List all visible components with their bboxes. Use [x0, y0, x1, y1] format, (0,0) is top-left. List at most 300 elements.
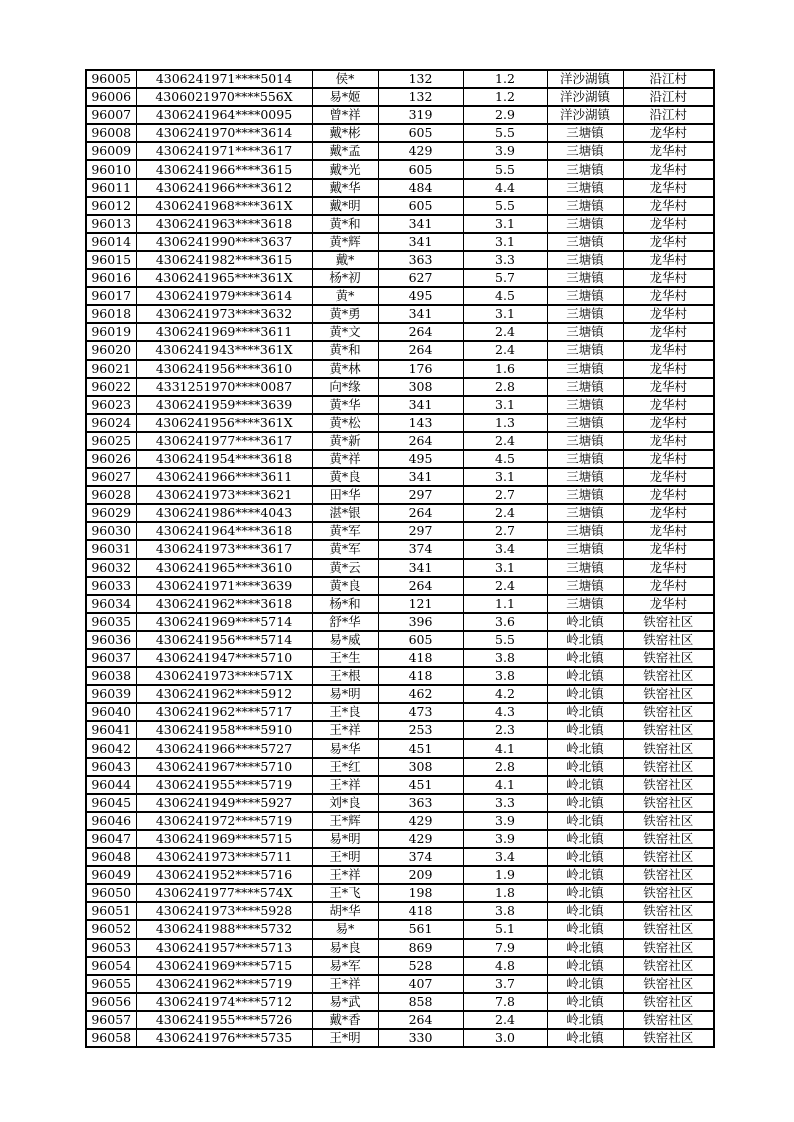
- cell-percent: 3.7: [463, 975, 547, 993]
- cell-village: 龙华村: [623, 160, 714, 178]
- cell-town: 三塘镇: [547, 522, 623, 540]
- cell-amount: 418: [378, 649, 463, 667]
- cell-amount: 462: [378, 685, 463, 703]
- cell-town: 三塘镇: [547, 233, 623, 251]
- cell-percent: 3.1: [463, 233, 547, 251]
- table-row: [86, 106, 714, 124]
- cell-name: 王*根: [312, 667, 378, 685]
- cell-town: 三塘镇: [547, 450, 623, 468]
- cell-serial-number: 96018: [86, 305, 136, 323]
- cell-amount: 264: [378, 323, 463, 341]
- table-row: [86, 341, 714, 359]
- table-row: [86, 848, 714, 866]
- cell-percent: 3.9: [463, 830, 547, 848]
- cell-id-number: 4306241958****5910: [136, 721, 312, 739]
- cell-village: 龙华村: [623, 233, 714, 251]
- cell-id-number: 4306241988****5732: [136, 920, 312, 938]
- cell-village: 沿江村: [623, 70, 714, 88]
- cell-village: 龙华村: [623, 559, 714, 577]
- cell-id-number: 4306241962****5717: [136, 703, 312, 721]
- cell-serial-number: 96032: [86, 559, 136, 577]
- cell-amount: 121: [378, 595, 463, 613]
- cell-name: 向*缘: [312, 378, 378, 396]
- cell-percent: 2.4: [463, 341, 547, 359]
- cell-percent: 3.8: [463, 649, 547, 667]
- table-row: [86, 1029, 714, 1047]
- cell-amount: 341: [378, 215, 463, 233]
- table-row: [86, 179, 714, 197]
- cell-serial-number: 96012: [86, 197, 136, 215]
- cell-amount: 429: [378, 830, 463, 848]
- cell-village: 铁窑社区: [623, 957, 714, 975]
- cell-town: 岭北镇: [547, 957, 623, 975]
- cell-name: 黄*良: [312, 577, 378, 595]
- cell-village: 龙华村: [623, 142, 714, 160]
- cell-amount: 308: [378, 758, 463, 776]
- cell-id-number: 4306241990****3637: [136, 233, 312, 251]
- cell-amount: 495: [378, 287, 463, 305]
- cell-serial-number: 96046: [86, 812, 136, 830]
- cell-amount: 341: [378, 559, 463, 577]
- cell-percent: 1.2: [463, 70, 547, 88]
- cell-percent: 2.8: [463, 378, 547, 396]
- cell-amount: 605: [378, 160, 463, 178]
- cell-village: 龙华村: [623, 595, 714, 613]
- cell-serial-number: 96038: [86, 667, 136, 685]
- cell-town: 三塘镇: [547, 142, 623, 160]
- cell-id-number: 4306241977****574X: [136, 884, 312, 902]
- cell-amount: 132: [378, 88, 463, 106]
- cell-town: 岭北镇: [547, 649, 623, 667]
- cell-percent: 5.5: [463, 631, 547, 649]
- cell-serial-number: 96033: [86, 577, 136, 595]
- cell-town: 洋沙湖镇: [547, 106, 623, 124]
- table-row: [86, 269, 714, 287]
- cell-id-number: 4306241969****5715: [136, 830, 312, 848]
- cell-town: 岭北镇: [547, 1011, 623, 1029]
- cell-id-number: 4306241957****5713: [136, 939, 312, 957]
- cell-id-number: 4306241973****5711: [136, 848, 312, 866]
- cell-serial-number: 96024: [86, 414, 136, 432]
- cell-name: 易*军: [312, 957, 378, 975]
- table-row: [86, 993, 714, 1011]
- cell-village: 铁窑社区: [623, 794, 714, 812]
- cell-id-number: 4306241986****4043: [136, 504, 312, 522]
- cell-serial-number: 96045: [86, 794, 136, 812]
- cell-percent: 1.1: [463, 595, 547, 613]
- cell-name: 王*良: [312, 703, 378, 721]
- cell-village: 铁窑社区: [623, 1011, 714, 1029]
- cell-percent: 3.9: [463, 142, 547, 160]
- table-row: [86, 142, 714, 160]
- cell-town: 岭北镇: [547, 830, 623, 848]
- cell-amount: 297: [378, 522, 463, 540]
- cell-village: 铁窑社区: [623, 884, 714, 902]
- cell-village: 铁窑社区: [623, 631, 714, 649]
- cell-town: 岭北镇: [547, 902, 623, 920]
- cell-serial-number: 96058: [86, 1029, 136, 1047]
- cell-village: 龙华村: [623, 124, 714, 142]
- table-row: [86, 360, 714, 378]
- cell-percent: 5.5: [463, 160, 547, 178]
- cell-name: 王*祥: [312, 866, 378, 884]
- cell-serial-number: 96048: [86, 848, 136, 866]
- cell-percent: 5.7: [463, 269, 547, 287]
- cell-id-number: 4306241969****3611: [136, 323, 312, 341]
- table-row: [86, 866, 714, 884]
- cell-town: 三塘镇: [547, 486, 623, 504]
- cell-serial-number: 96055: [86, 975, 136, 993]
- cell-amount: 473: [378, 703, 463, 721]
- cell-percent: 3.3: [463, 251, 547, 269]
- cell-village: 龙华村: [623, 396, 714, 414]
- cell-id-number: 4306241976****5735: [136, 1029, 312, 1047]
- cell-id-number: 4306241973****3617: [136, 540, 312, 558]
- table-row: [86, 414, 714, 432]
- cell-id-number: 4306241966****5727: [136, 739, 312, 757]
- cell-id-number: 4306241979****3614: [136, 287, 312, 305]
- table-row: [86, 305, 714, 323]
- cell-serial-number: 96016: [86, 269, 136, 287]
- cell-serial-number: 96050: [86, 884, 136, 902]
- cell-village: 铁窑社区: [623, 848, 714, 866]
- table-row: [86, 160, 714, 178]
- cell-name: 黄*文: [312, 323, 378, 341]
- table-row: [86, 830, 714, 848]
- cell-percent: 2.7: [463, 522, 547, 540]
- cell-village: 龙华村: [623, 360, 714, 378]
- cell-id-number: 4306241954****3618: [136, 450, 312, 468]
- table-row: [86, 522, 714, 540]
- cell-serial-number: 96035: [86, 613, 136, 631]
- cell-town: 岭北镇: [547, 631, 623, 649]
- cell-name: 黄*祥: [312, 450, 378, 468]
- cell-percent: 2.4: [463, 323, 547, 341]
- cell-name: 舒*华: [312, 613, 378, 631]
- cell-id-number: 4306241964****3618: [136, 522, 312, 540]
- cell-town: 岭北镇: [547, 920, 623, 938]
- cell-serial-number: 96057: [86, 1011, 136, 1029]
- cell-amount: 374: [378, 540, 463, 558]
- cell-amount: 374: [378, 848, 463, 866]
- cell-percent: 4.3: [463, 703, 547, 721]
- cell-id-number: 4306241967****5710: [136, 758, 312, 776]
- cell-id-number: 4306241956****361X: [136, 414, 312, 432]
- cell-percent: 2.4: [463, 1011, 547, 1029]
- cell-serial-number: 96011: [86, 179, 136, 197]
- cell-id-number: 4306241970****3614: [136, 124, 312, 142]
- table-row: [86, 486, 714, 504]
- cell-village: 铁窑社区: [623, 649, 714, 667]
- cell-serial-number: 96044: [86, 776, 136, 794]
- records-table-body: [86, 70, 714, 1047]
- table-row: [86, 577, 714, 595]
- cell-percent: 3.1: [463, 559, 547, 577]
- cell-town: 三塘镇: [547, 396, 623, 414]
- cell-name: 黄*和: [312, 341, 378, 359]
- cell-village: 铁窑社区: [623, 758, 714, 776]
- cell-name: 黄*良: [312, 468, 378, 486]
- cell-id-number: 4306241973****3632: [136, 305, 312, 323]
- cell-amount: 605: [378, 124, 463, 142]
- cell-id-number: 4306241959****3639: [136, 396, 312, 414]
- cell-town: 三塘镇: [547, 559, 623, 577]
- cell-town: 三塘镇: [547, 251, 623, 269]
- cell-village: 龙华村: [623, 197, 714, 215]
- table-row: [86, 251, 714, 269]
- cell-percent: 5.1: [463, 920, 547, 938]
- cell-percent: 4.1: [463, 739, 547, 757]
- records-table: [85, 69, 715, 1048]
- cell-village: 铁窑社区: [623, 993, 714, 1011]
- cell-town: 三塘镇: [547, 595, 623, 613]
- cell-amount: 528: [378, 957, 463, 975]
- cell-id-number: 4306241955****5726: [136, 1011, 312, 1029]
- table-row: [86, 124, 714, 142]
- cell-town: 三塘镇: [547, 540, 623, 558]
- cell-village: 铁窑社区: [623, 685, 714, 703]
- cell-village: 龙华村: [623, 341, 714, 359]
- table-row: [86, 794, 714, 812]
- cell-percent: 3.3: [463, 794, 547, 812]
- cell-serial-number: 96042: [86, 739, 136, 757]
- cell-town: 岭北镇: [547, 776, 623, 794]
- table-row: [86, 70, 714, 88]
- cell-name: 易*明: [312, 830, 378, 848]
- cell-id-number: 4306241966****3615: [136, 160, 312, 178]
- cell-id-number: 4306241964****0095: [136, 106, 312, 124]
- cell-serial-number: 96006: [86, 88, 136, 106]
- cell-village: 龙华村: [623, 378, 714, 396]
- cell-amount: 561: [378, 920, 463, 938]
- cell-percent: 5.5: [463, 197, 547, 215]
- table-row: [86, 631, 714, 649]
- cell-percent: 2.3: [463, 721, 547, 739]
- cell-id-number: 4306241974****5712: [136, 993, 312, 1011]
- cell-town: 三塘镇: [547, 468, 623, 486]
- cell-id-number: 4306241965****361X: [136, 269, 312, 287]
- cell-id-number: 4306241971****5014: [136, 70, 312, 88]
- cell-name: 黄*军: [312, 540, 378, 558]
- cell-amount: 495: [378, 450, 463, 468]
- cell-serial-number: 96013: [86, 215, 136, 233]
- cell-town: 三塘镇: [547, 160, 623, 178]
- cell-amount: 264: [378, 577, 463, 595]
- cell-name: 王*明: [312, 1029, 378, 1047]
- table-row: [86, 396, 714, 414]
- cell-serial-number: 96051: [86, 902, 136, 920]
- cell-town: 三塘镇: [547, 179, 623, 197]
- cell-village: 龙华村: [623, 468, 714, 486]
- cell-amount: 341: [378, 396, 463, 414]
- cell-village: 龙华村: [623, 522, 714, 540]
- cell-town: 三塘镇: [547, 287, 623, 305]
- cell-serial-number: 96049: [86, 866, 136, 884]
- cell-amount: 451: [378, 739, 463, 757]
- cell-id-number: 4306241962****3618: [136, 595, 312, 613]
- cell-serial-number: 96030: [86, 522, 136, 540]
- cell-serial-number: 96040: [86, 703, 136, 721]
- table-row: [86, 776, 714, 794]
- table-row: [86, 739, 714, 757]
- cell-amount: 341: [378, 305, 463, 323]
- cell-village: 龙华村: [623, 504, 714, 522]
- cell-percent: 2.4: [463, 577, 547, 595]
- cell-amount: 209: [378, 866, 463, 884]
- cell-amount: 319: [378, 106, 463, 124]
- cell-town: 岭北镇: [547, 721, 623, 739]
- table-row: [86, 758, 714, 776]
- cell-serial-number: 96029: [86, 504, 136, 522]
- cell-name: 黄*松: [312, 414, 378, 432]
- cell-id-number: 4306241956****3610: [136, 360, 312, 378]
- cell-name: 王*红: [312, 758, 378, 776]
- cell-town: 岭北镇: [547, 939, 623, 957]
- cell-percent: 1.3: [463, 414, 547, 432]
- cell-serial-number: 96034: [86, 595, 136, 613]
- cell-serial-number: 96056: [86, 993, 136, 1011]
- cell-town: 洋沙湖镇: [547, 88, 623, 106]
- cell-name: 侯*: [312, 70, 378, 88]
- cell-id-number: 4306241973****571X: [136, 667, 312, 685]
- cell-percent: 3.1: [463, 305, 547, 323]
- cell-village: 铁窑社区: [623, 667, 714, 685]
- table-row: [86, 468, 714, 486]
- table-row: [86, 957, 714, 975]
- cell-serial-number: 96020: [86, 341, 136, 359]
- cell-name: 易*威: [312, 631, 378, 649]
- cell-serial-number: 96007: [86, 106, 136, 124]
- cell-serial-number: 96026: [86, 450, 136, 468]
- cell-village: 沿江村: [623, 106, 714, 124]
- cell-town: 岭北镇: [547, 739, 623, 757]
- cell-village: 龙华村: [623, 540, 714, 558]
- cell-serial-number: 96022: [86, 378, 136, 396]
- cell-name: 田*华: [312, 486, 378, 504]
- cell-percent: 2.4: [463, 504, 547, 522]
- cell-id-number: 4306241972****5719: [136, 812, 312, 830]
- cell-id-number: 4306241962****5719: [136, 975, 312, 993]
- cell-amount: 429: [378, 142, 463, 160]
- cell-amount: 264: [378, 341, 463, 359]
- table-row: [86, 450, 714, 468]
- table-row: [86, 378, 714, 396]
- cell-name: 戴*: [312, 251, 378, 269]
- cell-serial-number: 96053: [86, 939, 136, 957]
- cell-amount: 429: [378, 812, 463, 830]
- cell-amount: 264: [378, 1011, 463, 1029]
- cell-id-number: 4306241963****3618: [136, 215, 312, 233]
- cell-percent: 5.5: [463, 124, 547, 142]
- cell-percent: 1.2: [463, 88, 547, 106]
- cell-serial-number: 96019: [86, 323, 136, 341]
- cell-amount: 297: [378, 486, 463, 504]
- cell-town: 岭北镇: [547, 613, 623, 631]
- table-row: [86, 685, 714, 703]
- cell-amount: 264: [378, 432, 463, 450]
- table-row: [86, 939, 714, 957]
- cell-name: 易*姬: [312, 88, 378, 106]
- cell-id-number: 4306241966****3612: [136, 179, 312, 197]
- cell-town: 岭北镇: [547, 758, 623, 776]
- cell-village: 龙华村: [623, 414, 714, 432]
- cell-town: 三塘镇: [547, 378, 623, 396]
- cell-id-number: 4306241969****5715: [136, 957, 312, 975]
- cell-town: 三塘镇: [547, 197, 623, 215]
- cell-amount: 253: [378, 721, 463, 739]
- cell-percent: 4.1: [463, 776, 547, 794]
- cell-town: 三塘镇: [547, 504, 623, 522]
- table-row: [86, 975, 714, 993]
- cell-percent: 3.1: [463, 468, 547, 486]
- cell-percent: 3.4: [463, 848, 547, 866]
- cell-name: 王*祥: [312, 975, 378, 993]
- cell-town: 岭北镇: [547, 993, 623, 1011]
- cell-village: 龙华村: [623, 179, 714, 197]
- cell-town: 三塘镇: [547, 215, 623, 233]
- cell-village: 铁窑社区: [623, 721, 714, 739]
- cell-town: 岭北镇: [547, 812, 623, 830]
- cell-village: 龙华村: [623, 323, 714, 341]
- cell-name: 杨*和: [312, 595, 378, 613]
- cell-percent: 3.0: [463, 1029, 547, 1047]
- cell-town: 岭北镇: [547, 794, 623, 812]
- cell-serial-number: 96015: [86, 251, 136, 269]
- cell-village: 龙华村: [623, 450, 714, 468]
- table-row: [86, 812, 714, 830]
- cell-serial-number: 96010: [86, 160, 136, 178]
- cell-name: 戴*光: [312, 160, 378, 178]
- cell-percent: 3.8: [463, 902, 547, 920]
- cell-amount: 605: [378, 197, 463, 215]
- cell-id-number: 4306241952****5716: [136, 866, 312, 884]
- cell-id-number: 4306241971****3639: [136, 577, 312, 595]
- cell-amount: 418: [378, 667, 463, 685]
- cell-serial-number: 96028: [86, 486, 136, 504]
- cell-amount: 869: [378, 939, 463, 957]
- table-row: [86, 432, 714, 450]
- cell-amount: 341: [378, 233, 463, 251]
- cell-name: 黄*华: [312, 396, 378, 414]
- cell-percent: 1.9: [463, 866, 547, 884]
- cell-serial-number: 96054: [86, 957, 136, 975]
- cell-name: 易*武: [312, 993, 378, 1011]
- cell-id-number: 4306241962****5912: [136, 685, 312, 703]
- cell-percent: 4.5: [463, 287, 547, 305]
- cell-serial-number: 96037: [86, 649, 136, 667]
- cell-town: 三塘镇: [547, 305, 623, 323]
- cell-name: 湛*银: [312, 504, 378, 522]
- cell-serial-number: 96031: [86, 540, 136, 558]
- cell-name: 黄*林: [312, 360, 378, 378]
- cell-serial-number: 96008: [86, 124, 136, 142]
- table-row: [86, 323, 714, 341]
- cell-serial-number: 96043: [86, 758, 136, 776]
- cell-percent: 2.7: [463, 486, 547, 504]
- cell-town: 三塘镇: [547, 360, 623, 378]
- cell-village: 沿江村: [623, 88, 714, 106]
- cell-name: 戴*明: [312, 197, 378, 215]
- cell-id-number: 4306241965****3610: [136, 559, 312, 577]
- cell-name: 黄*云: [312, 559, 378, 577]
- cell-village: 龙华村: [623, 305, 714, 323]
- cell-name: 戴*香: [312, 1011, 378, 1029]
- cell-name: 戴*华: [312, 179, 378, 197]
- cell-village: 龙华村: [623, 432, 714, 450]
- cell-serial-number: 96036: [86, 631, 136, 649]
- cell-village: 铁窑社区: [623, 776, 714, 794]
- cell-percent: 1.6: [463, 360, 547, 378]
